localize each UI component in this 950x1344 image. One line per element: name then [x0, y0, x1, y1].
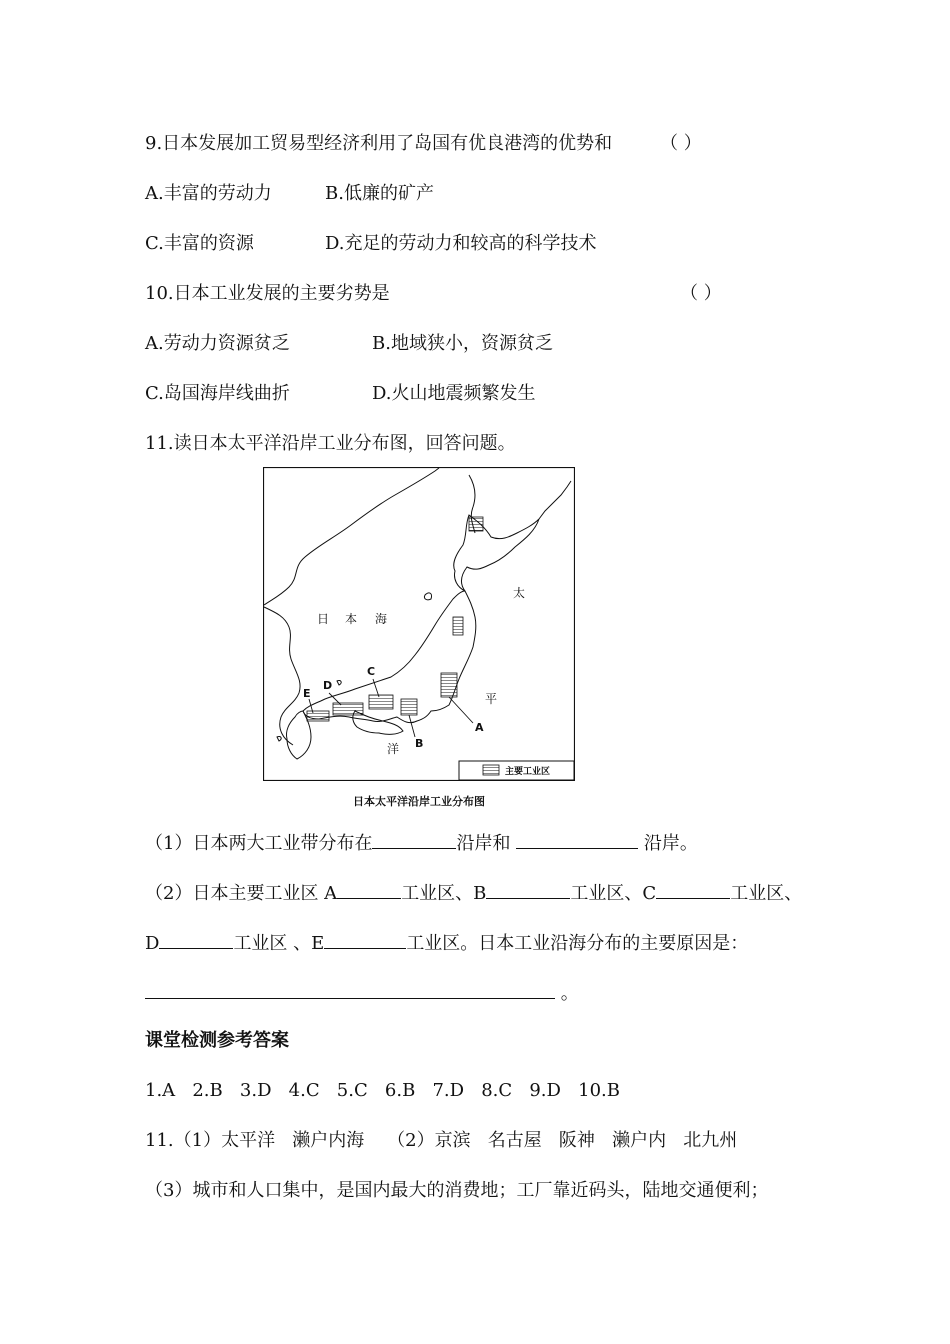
answers-line-2: 11.（1）太平洋 濑户内海 （2）京滨 名古屋 阪神 濑户内 北九州: [145, 1130, 738, 1151]
q11-sub2-text-6: 工业区 、E: [233, 933, 325, 954]
q11-sub2: [145, 880, 802, 906]
zone-label-c: C: [367, 665, 376, 678]
q9-option-b: B.低廉的矿产: [325, 183, 434, 204]
blank-b[interactable]: [486, 880, 570, 899]
zone-label-b: B: [415, 737, 424, 750]
pacific-label-1: 太: [513, 586, 526, 600]
q10-option-a: A.劳动力资源贫乏: [145, 333, 290, 354]
blank-a[interactable]: [337, 880, 401, 899]
q11-sub2-text-5: D: [145, 933, 160, 954]
blank-1[interactable]: [372, 830, 456, 849]
zone-north-hatch: [453, 617, 463, 635]
blank-e[interactable]: [324, 930, 406, 949]
q11-sub2-period: 。: [560, 983, 579, 1004]
q9-stem: 9.日本发展加工贸易型经济利用了岛国有优良港湾的优势和: [145, 133, 613, 154]
q9-option-a: A.丰富的劳动力: [145, 183, 272, 204]
sea-of-japan-label-1: 日: [317, 612, 330, 626]
map-legend: [459, 761, 574, 780]
q10-option-d: D.火山地震频繁发生: [372, 383, 536, 404]
q11-sub2-text-4: 工业区、: [730, 883, 803, 904]
pacific-label-3: 洋: [387, 742, 400, 756]
zone-label-d: D: [323, 679, 333, 692]
q11-sub2-text-3: 工业区、C: [570, 883, 657, 904]
zone-e-hatch: [307, 711, 329, 721]
q11-sub1-text-1: （1）日本两大工业带分布在: [145, 833, 373, 854]
blank-2[interactable]: [516, 830, 638, 849]
q11-sub2-text-7: 工业区。日本工业沿海分布的主要原因是：: [406, 933, 749, 954]
q11-sub2-text-1: （2）日本主要工业区 A: [145, 883, 338, 904]
q11-sub1-text-2: 沿岸和: [456, 833, 511, 854]
q10-option-c: C.岛国海岸线曲折: [145, 383, 290, 404]
sea-of-japan-label-3: 海: [375, 612, 388, 626]
japan-industry-map: [263, 467, 575, 781]
sea-of-japan-label-2: 本: [345, 612, 358, 626]
answers-title: 课堂检测参考答案: [145, 1030, 289, 1051]
q10-stem: 10.日本工业发展的主要劣势是: [145, 283, 390, 304]
answers-line-1: 1.A 2.B 3.D 4.C 5.C 6.B 7.D 8.C 9.D 10.B: [145, 1080, 620, 1101]
legend-label: 主要工业区: [505, 767, 551, 777]
q11-sub2-reason: [145, 980, 579, 1006]
zone-c-hatch: [369, 695, 393, 709]
q9-option-c: C.丰富的资源: [145, 233, 254, 254]
q11-sub1: [145, 830, 698, 856]
zone-a-hatch: [441, 673, 457, 697]
zone-b-hatch: [401, 699, 417, 715]
q11-stem: 11.读日本太平洋沿岸工业分布图，回答问题。: [145, 433, 516, 454]
zone-label-a: A: [475, 721, 484, 734]
answers-line-3: （3）城市和人口集中，是国内最大的消费地；工厂靠近码头，陆地交通便利；: [145, 1180, 769, 1201]
blank-d[interactable]: [159, 930, 233, 949]
map-caption: 日本太平洋沿岸工业分布图: [353, 795, 485, 808]
q11-sub2-cont: [145, 930, 748, 956]
zone-label-e: E: [303, 687, 311, 700]
blank-reason[interactable]: [145, 980, 555, 999]
map-frame: [264, 468, 575, 781]
q11-sub1-text-3: 沿岸。: [643, 833, 698, 854]
q9-option-d: D.充足的劳动力和较高的科学技术: [325, 233, 597, 254]
blank-c[interactable]: [656, 880, 730, 899]
q11-sub2-text-2: 工业区、B: [401, 883, 487, 904]
legend-hatch-icon: [483, 765, 499, 775]
zone-d-hatch: [333, 703, 363, 715]
q9-answer-paren: （ ）: [660, 133, 702, 154]
pacific-label-2: 平: [485, 692, 498, 706]
zone-hokkaido-hatch: [469, 517, 483, 531]
q10-option-b: B.地域狭小，资源贫乏: [372, 333, 553, 354]
q10-answer-paren: （ ）: [680, 283, 722, 304]
